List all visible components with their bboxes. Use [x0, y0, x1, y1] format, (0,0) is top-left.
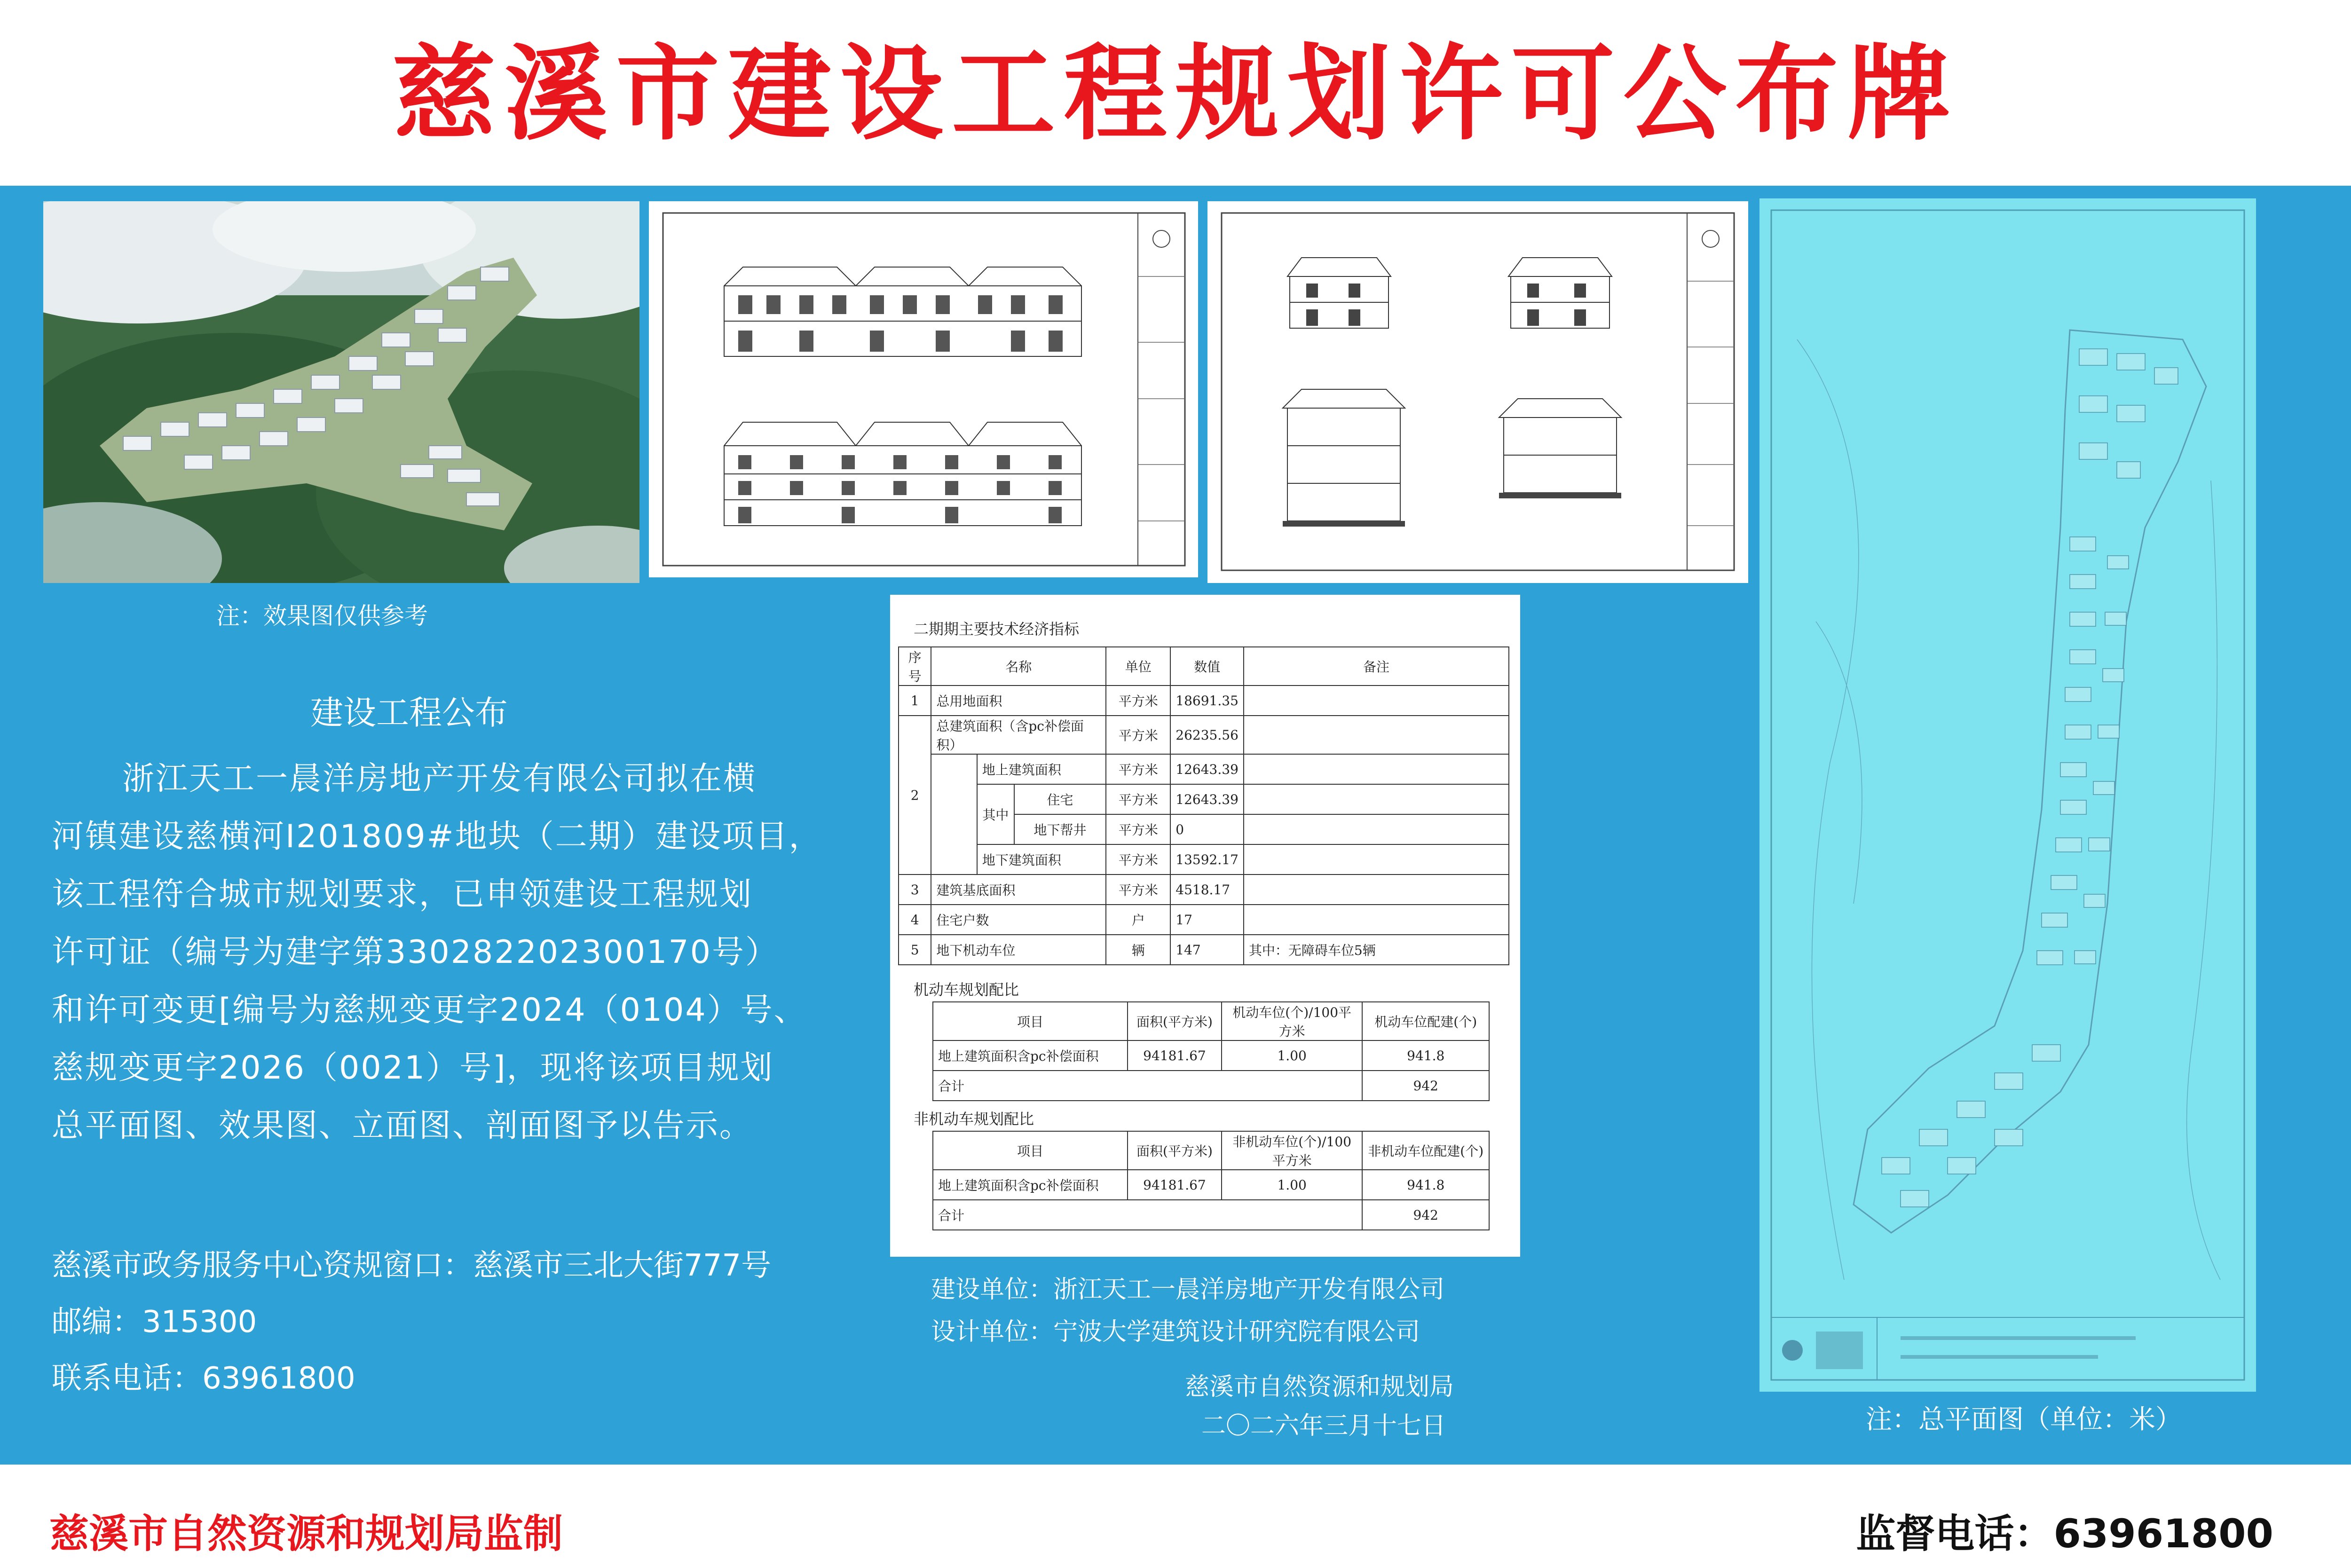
table-cell: [1244, 844, 1509, 875]
aerial-render-image: [43, 201, 639, 583]
postcode: 邮编：315300: [52, 1305, 257, 1339]
header-cell: 数值: [1170, 647, 1244, 686]
table-cell: 13592.17: [1170, 844, 1244, 875]
table-cell: 地上建筑面积含pc补偿面积: [933, 1040, 1128, 1071]
indicator-sheet: [890, 595, 1520, 1257]
table-cell: 1: [899, 686, 931, 716]
indicator-table: [898, 646, 1509, 965]
table-row: [933, 1071, 1489, 1101]
notice-line: 总平面图、效果图、立面图、剖面图予以告示。: [52, 1107, 753, 1144]
table-cell: [1244, 754, 1509, 784]
indicator-caption: 二期期主要技术经济指标: [914, 620, 1080, 638]
notice-body: [52, 750, 832, 1155]
supervisor-label: 慈溪市自然资源和规划局监制: [49, 1511, 563, 1557]
site-plan-drawing: [1759, 198, 2256, 1392]
table-cell: 942: [1362, 1071, 1489, 1101]
table-cell: 地上建筑面积含pc补偿面积: [933, 1170, 1128, 1200]
table-row: [899, 686, 1509, 716]
table-row: [899, 754, 1509, 784]
issue-date: 二〇二六年三月十七日: [1201, 1412, 1446, 1440]
header-cell: 单位: [1106, 647, 1170, 686]
table-cell: 5: [899, 935, 931, 965]
table-cell: 147: [1170, 935, 1244, 965]
table-cell: [931, 754, 977, 875]
table-cell: 平方米: [1106, 716, 1170, 754]
table-cell: 合计: [933, 1071, 1362, 1101]
table-cell: 其中：无障碍车位5辆: [1244, 935, 1509, 965]
table-cell: 4: [899, 905, 931, 935]
office-address: 慈溪市政务服务中心资规窗口：慈溪市三北大街777号: [52, 1248, 772, 1283]
table-cell: [1244, 905, 1509, 935]
table-cell: 户: [1106, 905, 1170, 935]
notice-line: 该工程符合城市规划要求，已申领建设工程规划: [52, 876, 753, 913]
header-cell: 名称: [931, 647, 1106, 686]
table-cell: [1244, 875, 1509, 905]
table-cell: 辆: [1106, 935, 1170, 965]
table-cell: 合计: [933, 1200, 1362, 1230]
table-cell: 1.00: [1222, 1170, 1363, 1200]
table-cell: 平方米: [1106, 754, 1170, 784]
table-cell: [1244, 814, 1509, 844]
site-plan-note: 注：总平面图（单位：米）: [1866, 1404, 2182, 1435]
table-cell: 941.8: [1362, 1170, 1489, 1200]
table-row: [899, 905, 1509, 935]
table-cell: 1.00: [1222, 1040, 1363, 1071]
builder-unit: 建设单位：浙江天工一晨洋房地产开发有限公司: [931, 1276, 1445, 1304]
header: [0, 0, 2351, 186]
table-cell: 2: [899, 716, 931, 875]
table-cell: 942: [1362, 1200, 1489, 1230]
footer: [0, 1465, 2351, 1568]
header-cell: 备注: [1244, 647, 1509, 686]
motor-table: [932, 1001, 1490, 1101]
table-cell: 平方米: [1106, 686, 1170, 716]
table-cell: 平方米: [1106, 784, 1170, 814]
table-row: [899, 875, 1509, 905]
table-cell: 17: [1170, 905, 1244, 935]
table-header-row: [933, 1002, 1489, 1040]
table-cell: 地下机动车位: [931, 935, 1106, 965]
table-cell: 总建筑面积（含pc补偿面积）: [931, 716, 1106, 754]
table-row: [899, 935, 1509, 965]
table-cell: 平方米: [1106, 875, 1170, 905]
notice-line: 许可证（编号为建字第330282202300170号）: [52, 934, 779, 971]
table-row: [899, 716, 1509, 754]
table-header-row: [933, 1131, 1489, 1170]
table-cell: 18691.35: [1170, 686, 1244, 716]
table-cell: 12643.39: [1170, 784, 1244, 814]
table-cell: 94181.67: [1128, 1170, 1222, 1200]
header-cell: 序号: [899, 647, 931, 686]
table-row: [933, 1170, 1489, 1200]
header-cell: 面积(平方米): [1128, 1131, 1222, 1170]
page-title: 慈溪市建设工程规划许可公布牌: [392, 34, 1959, 154]
nonmotor-table: [932, 1131, 1490, 1230]
table-cell: 平方米: [1106, 844, 1170, 875]
header-cell: 机动车位(个)/100平方米: [1222, 1002, 1363, 1040]
table-cell: 其中: [977, 784, 1014, 844]
header-cell: 非机动车位配建(个): [1362, 1131, 1489, 1170]
section-drawing: [1207, 201, 1748, 583]
table-cell: 26235.56: [1170, 716, 1244, 754]
header-cell: 项目: [933, 1002, 1128, 1040]
table-cell: 地下帮井: [1014, 814, 1106, 844]
header-cell: 机动车位配建(个): [1362, 1002, 1489, 1040]
table-cell: 住宅: [1014, 784, 1106, 814]
table-cell: 3: [899, 875, 931, 905]
table-cell: [1244, 686, 1509, 716]
notice-line: 浙江天工一晨洋房地产开发有限公司拟在横: [122, 760, 757, 797]
table-cell: 总用地面积: [931, 686, 1106, 716]
table-cell: 4518.17: [1170, 875, 1244, 905]
table-cell: 地下建筑面积: [977, 844, 1106, 875]
table-cell: 住宅户数: [931, 905, 1106, 935]
table-cell: 94181.67: [1128, 1040, 1222, 1071]
table-cell: 0: [1170, 814, 1244, 844]
table-cell: [1244, 716, 1509, 754]
table-cell: 平方米: [1106, 814, 1170, 844]
motor-caption: 机动车规划配比: [914, 981, 1019, 999]
header-cell: 非机动车位(个)/100平方米: [1222, 1131, 1363, 1170]
render-note: 注：效果图仅供参考: [216, 602, 428, 630]
table-cell: 12643.39: [1170, 754, 1244, 784]
supervision-phone: 监督电话：63961800: [1856, 1511, 2273, 1557]
notice-line: 和许可变更[编号为慈规变更字2024（0104）号、: [52, 992, 807, 1029]
table-row: [899, 784, 1509, 814]
nonmotor-caption: 非机动车规划配比: [914, 1110, 1034, 1128]
table-cell: 941.8: [1362, 1040, 1489, 1071]
table-row: [933, 1040, 1489, 1071]
header-cell: 项目: [933, 1131, 1128, 1170]
header-cell: 面积(平方米): [1128, 1002, 1222, 1040]
table-cell: [1244, 784, 1509, 814]
notice-line: 慈规变更字2026（0021）号]，现将该项目规划: [52, 1049, 774, 1087]
authority-name: 慈溪市自然资源和规划局: [1185, 1373, 1454, 1401]
table-row: [933, 1200, 1489, 1230]
table-cell: 地上建筑面积: [977, 754, 1106, 784]
notice-line: 河镇建设慈横河I201809#地块（二期）建设项目，: [52, 818, 822, 855]
elevation-drawing: [649, 201, 1198, 577]
table-cell: 建筑基底面积: [931, 875, 1106, 905]
notice-title: 建设工程公布: [310, 693, 508, 732]
designer-unit: 设计单位：宁波大学建筑设计研究院有限公司: [931, 1318, 1420, 1346]
table-row: [899, 844, 1509, 875]
table-header-row: [899, 647, 1509, 686]
contact-phone: 联系电话：63961800: [52, 1361, 355, 1396]
